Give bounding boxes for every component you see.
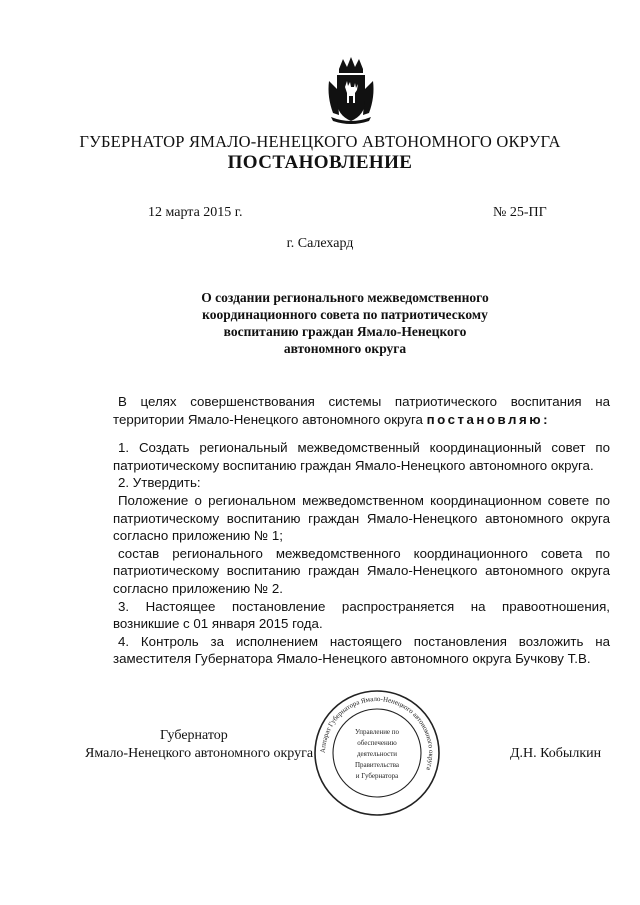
seal-line: и Губернатора — [355, 772, 399, 780]
item-4: 4. Контроль за исполнением настоящего постановления возложить на заместителя Губернатора Ямало-Ненецкого автономного округа Бучкову Т.В. — [113, 633, 610, 667]
document-date: 12 марта 2015 г. — [148, 205, 243, 220]
document-body — [113, 393, 610, 668]
title-line: О создании регионального межведомственного — [201, 290, 489, 305]
yamal-coat-of-arms-icon — [325, 55, 377, 125]
round-seal — [312, 688, 442, 818]
item-3: 3. Настоящее постановление распространяется на правоотношения, возникшие с 01 января 2015 года. — [113, 598, 610, 632]
item-2b: состав регионального межведомственного координационного совета по патриотическому воспитанию граждан Ямало-Ненецкого автономного округа согласно приложению № 2. — [113, 545, 610, 596]
document-number: № 25-ПГ — [493, 205, 547, 220]
seal-outer-text: Аппарат Губернатора Ямало-Ненецкого автономного округа — [318, 694, 436, 772]
preamble-text: В целях совершенствования системы патриотического воспитания на территории Ямало-Ненецкого автономного округа — [113, 394, 610, 427]
title-line: координационного совета по патриотическому — [202, 307, 488, 322]
signature-region: Ямало-Ненецкого автономного округа — [85, 746, 314, 761]
coat-of-arms-emblem — [325, 55, 377, 125]
document-type: ПОСТАНОВЛЕНИЕ — [227, 152, 413, 173]
signature-position: Губернатор — [160, 728, 228, 743]
item-2: 2. Утвердить: — [118, 475, 201, 491]
seal-line: деятельности — [356, 750, 398, 758]
title-line: воспитанию граждан Ямало-Ненецкого — [223, 324, 467, 339]
signature-name: Д.Н. Кобылкин — [510, 746, 602, 761]
seal-line: обеспечению — [357, 739, 397, 747]
item-2a: Положение о региональном межведомственном координационном совете по патриотическому воспитанию граждан Ямало-Ненецкого автономного округа согласно приложению № 1; — [113, 492, 610, 544]
preamble-paragraph — [113, 393, 610, 428]
seal-line: Управление по — [354, 728, 400, 736]
government-title: ГУБЕРНАТОР ЯМАЛО-НЕНЕЦКОГО АВТОНОМНОГО ОКРУГА — [79, 132, 561, 151]
resolve-word: постановляю: — [426, 411, 551, 427]
document-city: г. Салехард — [286, 236, 354, 251]
round-seal-icon — [312, 688, 442, 818]
document-title — [160, 289, 530, 357]
seal-line: Правительства — [354, 761, 400, 769]
item-1: 1. Создать региональный межведомственный координационный совет по патриотическому воспитанию граждан Ямало-Ненецкого автономного округа. — [113, 440, 610, 473]
title-line: автономного округа — [283, 341, 407, 356]
